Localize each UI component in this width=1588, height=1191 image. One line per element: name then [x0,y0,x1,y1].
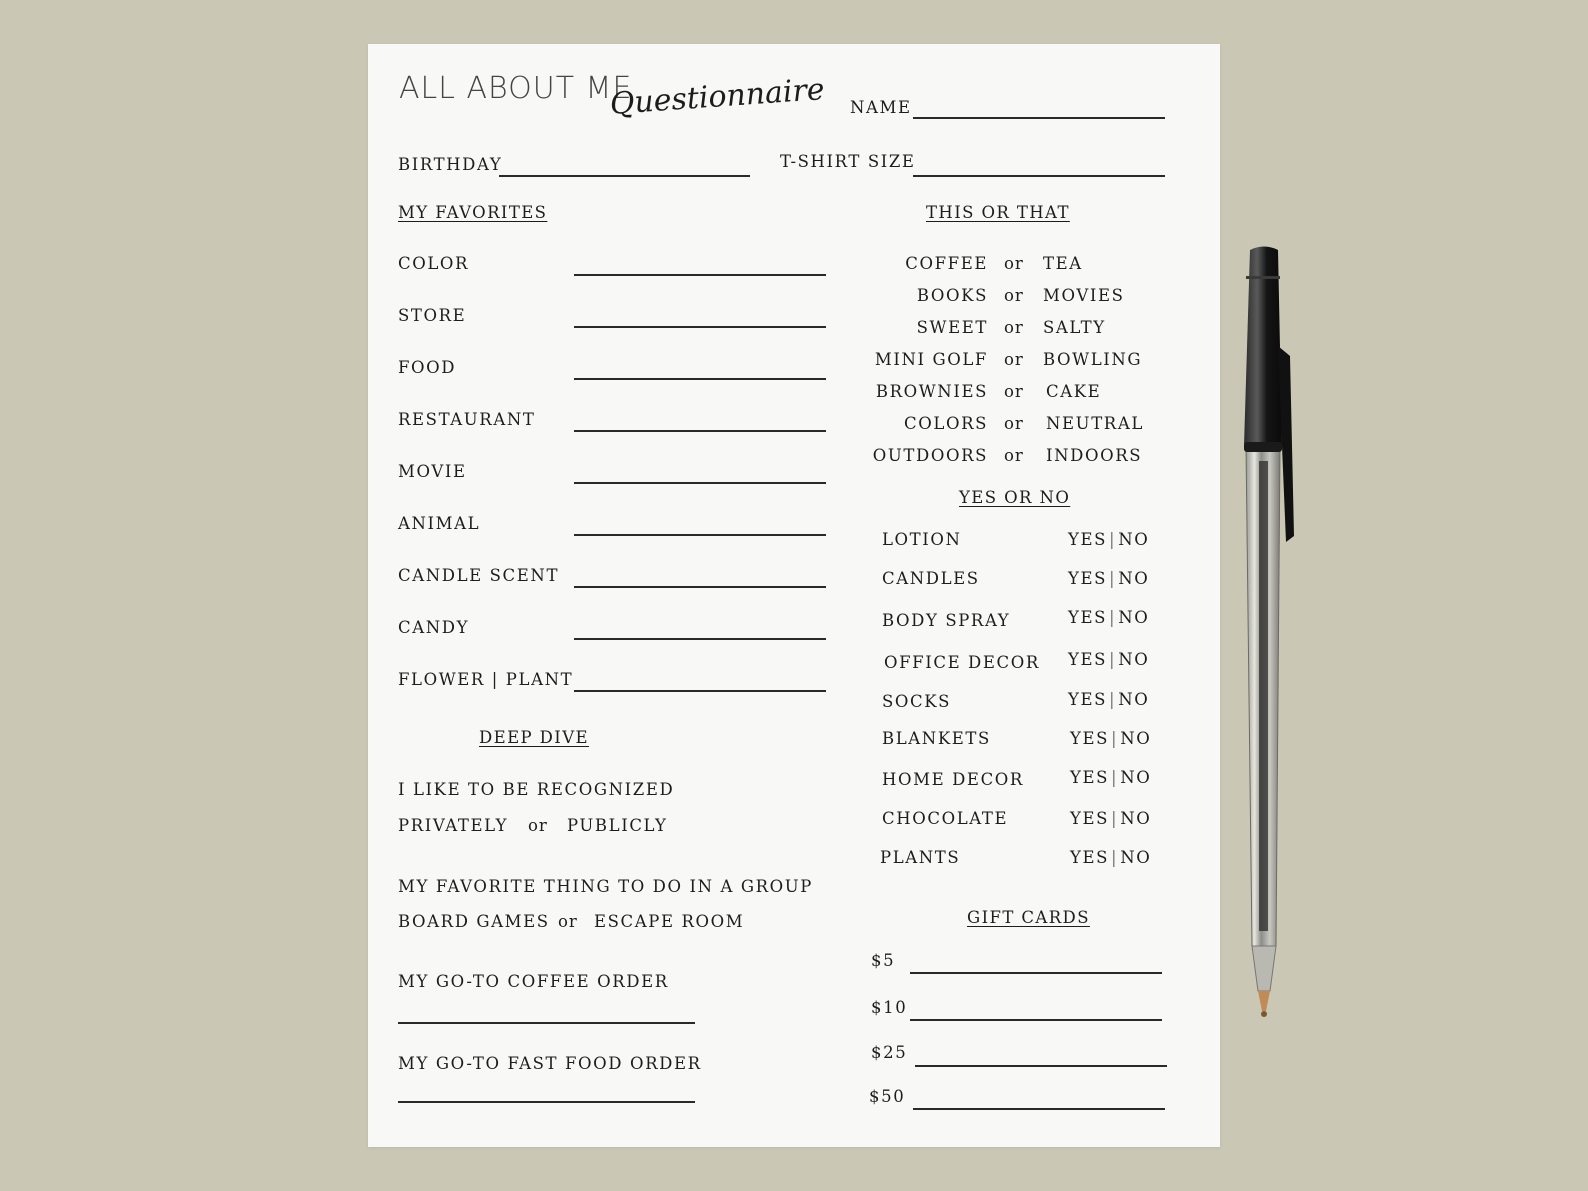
tot-or: or [1004,318,1024,337]
favorite-label: CANDY [398,618,470,637]
favorite-label: STORE [398,306,467,325]
yes-no-item-label: HOME DECOR [882,770,1024,789]
favorite-line[interactable] [574,690,826,692]
no-option[interactable]: NO [1120,729,1152,748]
yes-no-separator: | [1109,530,1117,549]
yes-option[interactable]: YES [1068,650,1108,669]
yes-no-item-label: LOTION [882,530,962,549]
favorite-line[interactable] [574,326,826,328]
tot-option-left[interactable]: COLORS [904,414,988,433]
no-option[interactable]: NO [1120,768,1152,787]
yes-option[interactable]: YES [1068,690,1108,709]
yes-option[interactable]: YES [1068,530,1108,549]
favorite-label: ANIMAL [398,514,481,533]
favorite-line[interactable] [574,378,826,380]
recognized-or: or [528,816,548,835]
no-option[interactable]: NO [1118,530,1150,549]
no-option[interactable]: NO [1118,608,1150,627]
yes-no-separator: | [1109,608,1117,627]
yes-option[interactable]: YES [1070,809,1110,828]
yes-no-item-label: CHOCOLATE [882,809,1009,828]
this-or-that-heading: THIS OR THAT [926,203,1070,222]
gift-card-amount: $5 [871,951,896,970]
yes-no-separator: | [1111,848,1119,867]
yes-no-item-label: BODY SPRAY [882,611,1011,630]
yes-option[interactable]: YES [1070,848,1110,867]
recognized-option-b[interactable]: PUBLICLY [567,816,668,835]
gift-card-line[interactable] [910,972,1162,974]
gift-card-line[interactable] [915,1065,1167,1067]
coffee-order-question: MY GO-TO COFFEE ORDER [398,972,669,991]
birthday-label: BIRTHDAY [398,155,503,174]
tot-or: or [1004,446,1024,465]
group-or: or [558,912,578,931]
tot-option-left[interactable]: COFFEE [905,254,988,273]
tot-option-right[interactable]: BOWLING [1043,350,1143,369]
yes-no-toggle[interactable] [1070,770,1151,787]
tot-or: or [1004,286,1024,305]
tot-option-right[interactable]: NEUTRAL [1046,414,1144,433]
favorite-label: RESTAURANT [398,410,536,429]
gift-card-amount: $10 [871,998,908,1017]
title-script: Questionnaire [608,72,826,122]
tot-option-right[interactable]: INDOORS [1046,446,1143,465]
favorite-line[interactable] [574,274,826,276]
birthday-field-line[interactable] [499,175,750,177]
no-option[interactable]: NO [1118,569,1150,588]
yes-no-separator: | [1109,690,1117,709]
no-option[interactable]: NO [1120,848,1152,867]
favorite-line[interactable] [574,430,826,432]
yes-option[interactable]: YES [1068,608,1108,627]
tot-option-right[interactable]: SALTY [1043,318,1106,337]
no-option[interactable]: NO [1118,690,1150,709]
questionnaire-sheet [368,44,1220,1147]
yes-no-toggle[interactable] [1068,652,1149,669]
deep-dive-heading: DEEP DIVE [479,728,589,747]
title-main: ALL ABOUT ME [399,71,633,106]
favorite-line[interactable] [574,482,826,484]
yes-no-toggle[interactable] [1068,571,1149,588]
fast-food-line[interactable] [398,1101,695,1103]
tot-option-left[interactable]: MINI GOLF [874,350,988,369]
gift-card-amount: $50 [869,1087,906,1106]
favorite-label: FLOWER | PLANT [398,670,574,689]
yes-option[interactable]: YES [1070,729,1110,748]
yes-no-toggle[interactable] [1068,532,1149,549]
no-option[interactable]: NO [1120,809,1152,828]
group-option-b[interactable]: ESCAPE ROOM [594,912,745,931]
tot-or: or [1004,414,1024,433]
yes-no-item-label: PLANTS [880,848,961,867]
recognized-option-a[interactable]: PRIVATELY [398,816,509,835]
yes-no-separator: | [1111,729,1119,748]
no-option[interactable]: NO [1118,650,1150,669]
favorite-line[interactable] [574,638,826,640]
yes-option[interactable]: YES [1068,569,1108,588]
yes-no-toggle[interactable] [1070,850,1151,867]
tshirt-field-line[interactable] [913,175,1165,177]
coffee-order-line[interactable] [398,1022,695,1024]
tot-option-right[interactable]: CAKE [1046,382,1102,401]
yes-no-item-label: SOCKS [882,692,952,711]
yes-no-item-label: OFFICE DECOR [884,653,1040,672]
yes-no-separator: | [1109,569,1117,588]
group-option-a[interactable]: BOARD GAMES [398,912,550,931]
yes-option[interactable]: YES [1070,768,1110,787]
favorites-heading: MY FAVORITES [398,203,548,222]
tot-option-right[interactable]: MOVIES [1043,286,1125,305]
tot-option-right[interactable]: TEA [1043,254,1083,273]
group-question: MY FAVORITE THING TO DO IN A GROUP [398,877,813,896]
tot-option-left[interactable]: SWEET [916,318,988,337]
yes-no-toggle[interactable] [1068,610,1149,627]
yes-no-item-label: BLANKETS [882,729,991,748]
fast-food-question: MY GO-TO FAST FOOD ORDER [398,1054,702,1073]
yes-no-separator: | [1111,809,1119,828]
yes-no-item-label: CANDLES [882,569,980,588]
gift-card-amount: $25 [871,1043,908,1062]
tot-or: or [1004,382,1024,401]
tot-option-left[interactable]: OUTDOORS [872,446,988,465]
ballpoint-pen-icon [1240,246,1300,1021]
recognized-question: I LIKE TO BE RECOGNIZED [398,780,675,799]
tshirt-label: T-SHIRT SIZE [780,152,916,171]
favorite-line[interactable] [574,586,826,588]
gift-card-line[interactable] [910,1019,1162,1021]
yes-no-separator: | [1109,650,1117,669]
name-label: NAME [850,98,912,117]
tot-option-left[interactable]: BROWNIES [875,382,988,401]
tot-or: or [1004,254,1024,273]
yes-no-toggle[interactable] [1070,811,1151,828]
gift-cards-heading: GIFT CARDS [967,908,1090,927]
favorite-label: MOVIE [398,462,467,481]
favorite-label: FOOD [398,358,457,377]
favorite-label: COLOR [398,254,470,273]
yes-no-toggle[interactable] [1070,731,1151,748]
name-field-line[interactable] [913,117,1165,119]
tot-or: or [1004,350,1024,369]
favorite-line[interactable] [574,534,826,536]
yes-or-no-heading: YES OR NO [959,488,1071,507]
yes-no-toggle[interactable] [1068,692,1149,709]
yes-no-separator: | [1111,768,1119,787]
tot-option-left[interactable]: BOOKS [916,286,988,305]
favorite-label: CANDLE SCENT [398,566,560,585]
gift-card-line[interactable] [913,1108,1165,1110]
